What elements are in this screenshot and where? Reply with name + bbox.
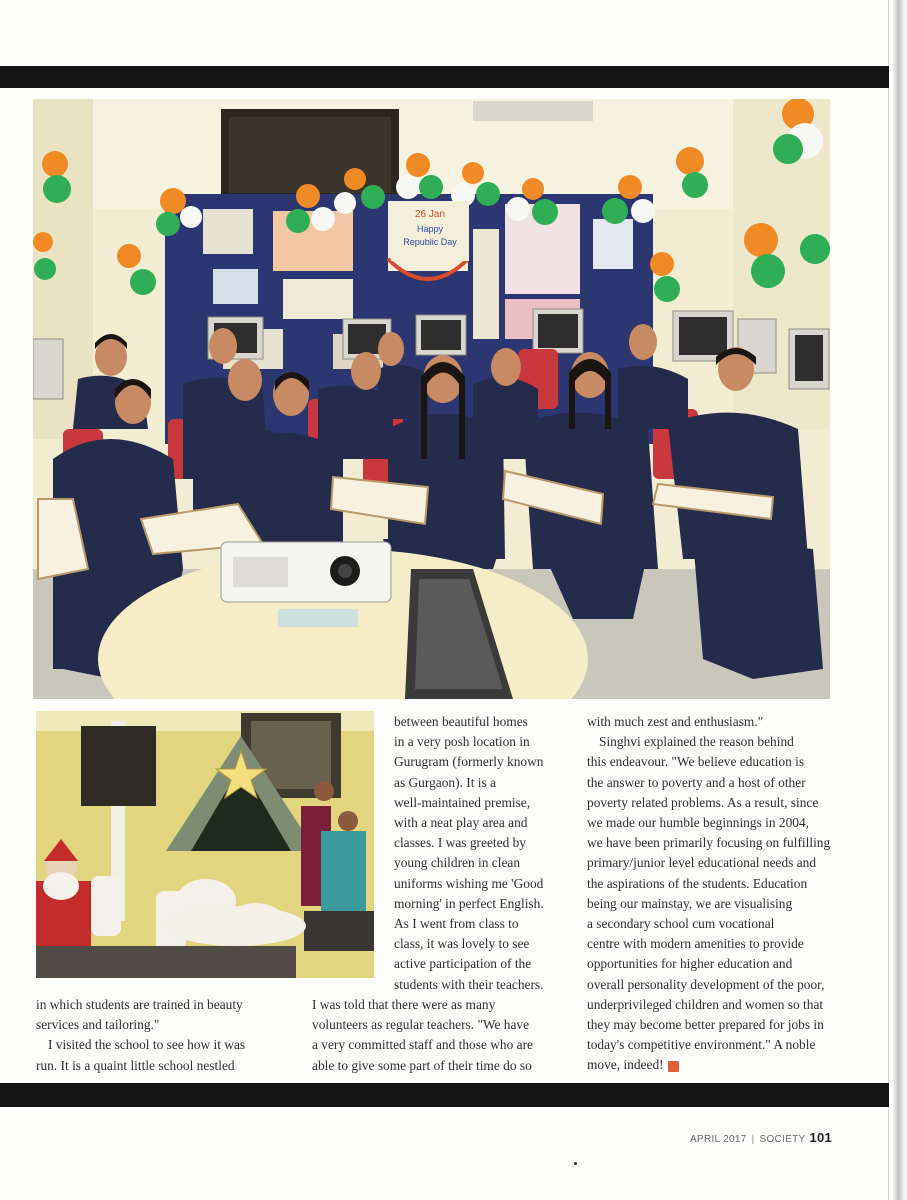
text-line: we made our humble beginnings in 2004,	[587, 815, 810, 831]
text-line: able to give some part of their time do so	[312, 1057, 532, 1073]
text-line: underprivileged children and women so that	[587, 996, 824, 1012]
column-left	[36, 995, 245, 1076]
text-line: well-maintained premise,	[394, 794, 531, 810]
text-line: overall personality development of the poor,	[587, 976, 825, 992]
text-line: today's competitive environment." A noble	[587, 1037, 816, 1053]
footer-date: APRIL 2017	[690, 1134, 747, 1145]
text-line: centre with modern amenities to provide	[587, 936, 804, 952]
column-middle-top	[394, 712, 544, 995]
text-line: services and tailoring."	[36, 1017, 160, 1033]
column-right	[587, 712, 830, 1076]
text-line: in a very posh location in	[394, 734, 530, 750]
binding-spine	[893, 0, 907, 1200]
text-line: young children in clean	[394, 855, 521, 871]
text-line: with much zest and enthusiasm."	[587, 714, 764, 729]
text-line: they may become better prepared for jobs in	[587, 1017, 824, 1033]
text-line: the answer to poverty and a host of other	[587, 774, 806, 790]
text-line: with a neat play area and	[394, 815, 528, 831]
text-line: I visited the school to see how it was	[48, 1037, 246, 1053]
banner-date: 26 Jan	[414, 209, 446, 220]
text-line: in which students are trained in beauty	[36, 997, 243, 1012]
footer-magazine-name: SOCIETY	[759, 1134, 806, 1145]
page-number: 101	[809, 1130, 833, 1145]
text-line: active participation of the	[394, 956, 532, 972]
text-line: volunteers as regular teachers. "We have	[312, 1017, 530, 1033]
text-line: primary/junior level educational needs and	[587, 855, 817, 871]
text-line: I was told that there were as many	[312, 997, 496, 1012]
text-line: morning' in perfect English.	[394, 895, 544, 911]
text-line: as Gurgaon). It is a	[394, 774, 497, 790]
text-line: As I went from class to	[394, 916, 519, 932]
text-line: move, indeed!	[587, 1055, 830, 1075]
page-fold-line	[888, 0, 889, 1200]
text-line: uniforms wishing me 'Good	[394, 875, 544, 891]
text-line: Gurugram (formerly known	[394, 754, 544, 770]
text-line: opportunities for higher education and	[587, 956, 793, 972]
banner-happy: Happy	[416, 224, 444, 234]
christmas-nativity-photo	[36, 711, 374, 978]
text-line: classes. I was greeted by	[394, 835, 526, 851]
text-line: run. It is a quaint little school nestled	[36, 1057, 235, 1073]
text-line: this endeavour. "We believe education is	[587, 754, 805, 770]
text-line: being our mainstay, we are visualising	[587, 895, 793, 911]
page-footer	[690, 1130, 832, 1145]
text-line: the aspirations of the students. Education	[587, 875, 808, 891]
column-middle-bottom	[312, 995, 533, 1076]
text-line: a secondary school cum vocational	[587, 916, 775, 932]
text-line: between beautiful homes	[394, 714, 528, 729]
text-line: poverty related problems. As a result, since	[587, 794, 819, 810]
classroom-photo	[33, 99, 830, 699]
end-of-article-icon	[668, 1061, 679, 1072]
footer-separator: |	[751, 1134, 755, 1145]
text-line: we have been primarily focusing on fulfilling	[587, 835, 831, 851]
top-black-band	[0, 66, 889, 88]
banner-republic-day: Republic Day	[403, 237, 457, 247]
page-speck	[574, 1162, 577, 1165]
text-line: students with their teachers.	[394, 976, 544, 992]
text-line: a very committed staff and those who are	[312, 1037, 533, 1053]
text-line: Singhvi explained the reason behind	[599, 734, 794, 750]
text-line: class, it was lovely to see	[394, 936, 530, 952]
bottom-black-band	[0, 1083, 889, 1107]
